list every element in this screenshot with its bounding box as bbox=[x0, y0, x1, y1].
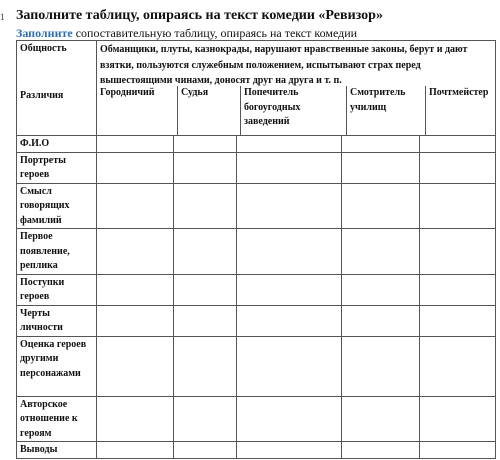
table-cell[interactable] bbox=[237, 274, 342, 305]
page-number-mark: 1 bbox=[0, 12, 5, 22]
table-cell[interactable] bbox=[420, 136, 496, 153]
table-cell[interactable] bbox=[342, 442, 420, 459]
table-cell[interactable] bbox=[237, 183, 342, 229]
differences-label: Различия bbox=[20, 89, 64, 101]
table-cell[interactable] bbox=[342, 229, 420, 275]
table-cell[interactable] bbox=[420, 336, 496, 396]
table-cell[interactable] bbox=[97, 305, 174, 336]
table-cell[interactable] bbox=[237, 396, 342, 442]
table-cell[interactable] bbox=[420, 183, 496, 229]
table-cell[interactable] bbox=[97, 274, 174, 305]
header-label-cell bbox=[17, 41, 97, 136]
column-header-3: Смотритель училищ bbox=[347, 86, 426, 135]
table-cell[interactable] bbox=[420, 442, 496, 459]
table-cell[interactable] bbox=[174, 136, 237, 153]
common-description bbox=[97, 41, 495, 86]
column-header-1: Судья bbox=[178, 86, 241, 135]
table-cell[interactable] bbox=[174, 336, 237, 396]
task-subtitle-accent: Заполните bbox=[16, 26, 73, 40]
common-description-text: Обманщики, плуты, казнокрады, нарушают нравственные законы, берут и дают взятки, пользуются служебным положением, испытывают страх перед вышестоящими чинами, доносят друг на друга и т. п. bbox=[100, 44, 468, 86]
table-row bbox=[17, 305, 496, 336]
table-cell[interactable] bbox=[97, 183, 174, 229]
table-row bbox=[17, 396, 496, 442]
table-cell[interactable] bbox=[342, 274, 420, 305]
table-cell[interactable] bbox=[174, 305, 237, 336]
header-content-cell bbox=[97, 41, 496, 136]
table-cell[interactable] bbox=[342, 336, 420, 396]
table-row bbox=[17, 183, 496, 229]
table-cell[interactable] bbox=[237, 305, 342, 336]
row-label: Поступки героев bbox=[17, 274, 97, 305]
table-cell[interactable] bbox=[420, 229, 496, 275]
table-cell[interactable] bbox=[174, 396, 237, 442]
row-label: Ф.И.О bbox=[17, 136, 97, 153]
table-row bbox=[17, 136, 496, 153]
column-header-4: Почтмейстер bbox=[429, 87, 489, 98]
table-cell[interactable] bbox=[237, 229, 342, 275]
table-row bbox=[17, 442, 496, 459]
table-cell[interactable] bbox=[97, 336, 174, 396]
table-cell[interactable] bbox=[420, 396, 496, 442]
table-cell[interactable] bbox=[97, 229, 174, 275]
table-cell[interactable] bbox=[342, 152, 420, 183]
table-row bbox=[17, 274, 496, 305]
row-label: Смысл говорящих фамилий bbox=[17, 183, 97, 229]
table-cell[interactable] bbox=[237, 442, 342, 459]
table-cell[interactable] bbox=[237, 336, 342, 396]
table-cell[interactable] bbox=[97, 152, 174, 183]
table-cell[interactable] bbox=[174, 183, 237, 229]
table-row bbox=[17, 336, 496, 396]
row-label: Портреты героев bbox=[17, 152, 97, 183]
row-label: Оценка героев другими персонажами bbox=[17, 336, 97, 396]
table-cell[interactable] bbox=[174, 442, 237, 459]
table-cell[interactable] bbox=[97, 442, 174, 459]
table-cell[interactable] bbox=[420, 305, 496, 336]
header-row bbox=[17, 41, 496, 136]
table-cell[interactable] bbox=[174, 229, 237, 275]
table-cell[interactable] bbox=[420, 274, 496, 305]
table-cell[interactable] bbox=[342, 305, 420, 336]
table-cell[interactable] bbox=[237, 136, 342, 153]
task-title: Заполните таблицу, опираясь на текст комедии «Ревизор» bbox=[16, 8, 383, 23]
table-cell[interactable] bbox=[237, 152, 342, 183]
character-columns bbox=[97, 86, 495, 135]
comparison-table-container bbox=[16, 40, 495, 453]
table-cell[interactable] bbox=[97, 396, 174, 442]
row-label: Выводы bbox=[17, 442, 97, 459]
table-cell[interactable] bbox=[342, 183, 420, 229]
row-label: Авторское отношение к героям bbox=[17, 396, 97, 442]
common-label: Общность bbox=[20, 43, 67, 54]
table-cell[interactable] bbox=[97, 136, 174, 153]
task-subtitle bbox=[16, 26, 357, 40]
table-cell[interactable] bbox=[342, 396, 420, 442]
row-label: Черты личности bbox=[17, 305, 97, 336]
table-cell[interactable] bbox=[174, 152, 237, 183]
task-subtitle-text: сопоставительную таблицу, опираясь на текст комедии bbox=[72, 26, 358, 40]
table-cell[interactable] bbox=[342, 136, 420, 153]
table-cell[interactable] bbox=[174, 274, 237, 305]
column-header-2: Попечитель богоугодных заведений bbox=[241, 86, 347, 135]
column-header-0: Городничий bbox=[97, 86, 178, 135]
table-row bbox=[17, 229, 496, 275]
row-label: Первое появление, реплика bbox=[17, 229, 97, 275]
table-cell[interactable] bbox=[420, 152, 496, 183]
table-row bbox=[17, 152, 496, 183]
comparison-table bbox=[16, 40, 496, 459]
